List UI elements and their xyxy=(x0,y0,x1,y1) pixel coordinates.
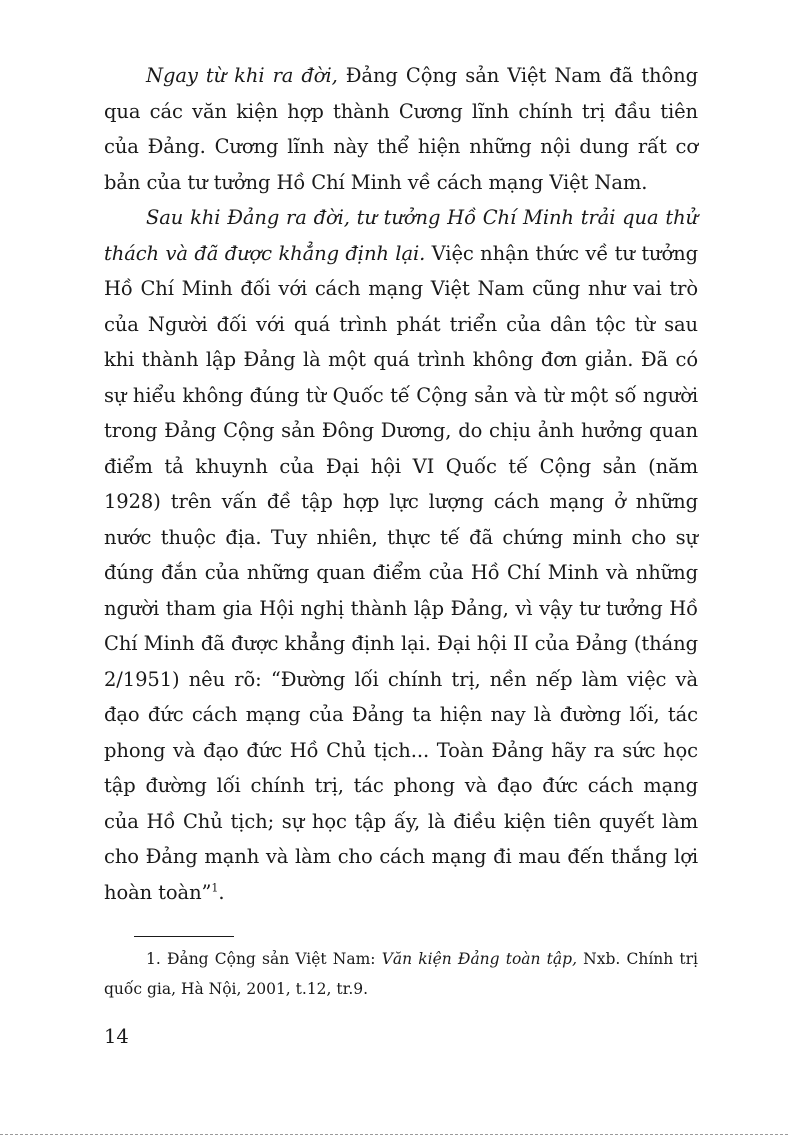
paragraph-2 xyxy=(104,200,698,910)
paragraph-2-lead: Sau khi Đảng ra đời, tư tưởng Hồ Chí Minh trải qua thử thách và đã được khẳng định lại. xyxy=(104,206,698,265)
paragraph-1-body: Đảng Cộng sản Việt Nam đã thông qua các văn kiện hợp thành Cương lĩnh chính trị đầu tiên của Đảng. Cương lĩnh này thể hiện những nội dung rất cơ bản của tư tưởng Hồ Chí Minh về cách mạng Việt Nam. xyxy=(104,64,698,194)
paragraph-2-tail: . xyxy=(218,880,225,904)
page-edge-line xyxy=(0,1134,788,1135)
paragraph-1 xyxy=(104,58,698,200)
footnote-prefix: 1. Đảng Cộng sản Việt Nam: xyxy=(146,950,382,968)
paragraph-1-lead: Ngay từ khi ra đời, xyxy=(146,64,338,87)
footnote xyxy=(104,944,698,1004)
footnote-reference[interactable]: 1 xyxy=(211,881,219,894)
page-number: 14 xyxy=(104,1025,129,1048)
footnote-rest: Nxb. Chính trị quốc gia, Hà Nội, 2001, t.12, tr.9. xyxy=(104,950,699,998)
paragraph-2-body: Việc nhận thức về tư tưởng Hồ Chí Minh đối với cách mạng Việt Nam cũng như vai trò của Người đối với quá trình phát triển của dân tộc từ sau khi thành lập Đảng là một quá trình không đơn giản. Đã có sự hiểu không đúng từ Quốc tế Cộng sản và từ một số người trong Đảng Cộng sản Đông Dương, do chịu ảnh hưởng quan điểm tả khuynh của Đại hội VI Quốc tế Cộng sản (năm 1928) trên vấn đề tập hợp lực lượng cách mạng ở những nước thuộc địa. Tuy nhiên, thực tế đã chứng minh cho sự đúng đắn của những quan điểm của Hồ Chí Minh và những người tham gia Hội nghị thành lập Đảng, vì vậy tư tưởng Hồ Chí Minh đã được khẳng định lại. Đại hội II của Đảng (tháng 2/1951) nêu rõ: “Đường lối chính trị, nền nếp làm việc và đạo đức cách mạng của Đảng ta hiện nay là đường lối, tác phong và đạo đức Hồ Chủ tịch... Toàn Đảng hãy ra sức học tập đường lối chính trị, tác phong và đạo đức cách mạng của Hồ Chủ tịch; sự học tập ấy, là điều kiện tiên quyết làm cho Đảng mạnh và làm cho cách mạng đi mau đến thắng lợi hoàn toàn” xyxy=(104,241,698,904)
main-text xyxy=(104,58,698,910)
footnote-title: Văn kiện Đảng toàn tập, xyxy=(381,950,578,968)
footnote-divider xyxy=(134,936,234,937)
